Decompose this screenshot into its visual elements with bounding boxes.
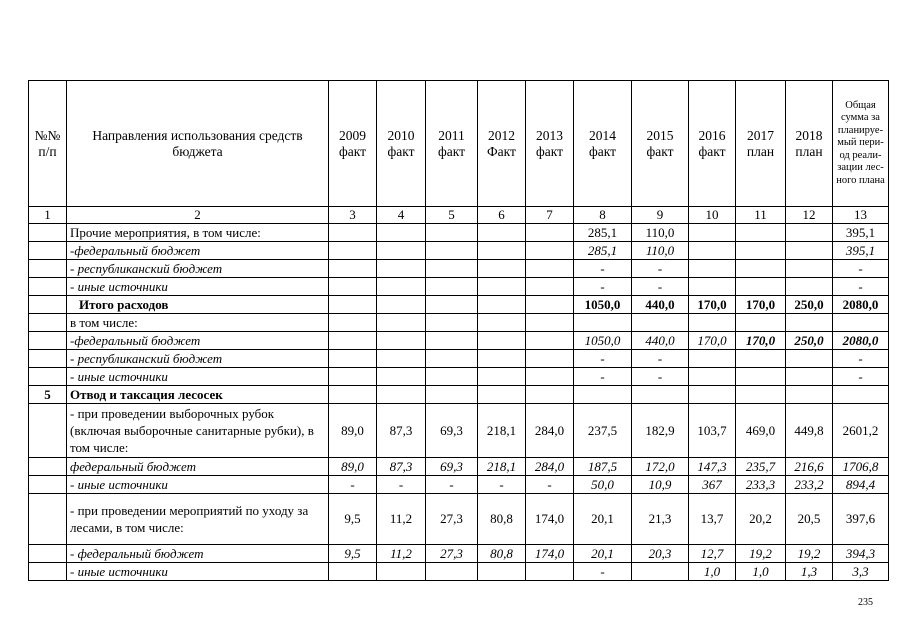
row-value: 11,2 <box>377 545 426 563</box>
row-number <box>29 458 67 476</box>
page-number: 235 <box>858 597 873 608</box>
row-value: 440,0 <box>632 296 689 314</box>
row-value: 174,0 <box>526 545 574 563</box>
row-value: - <box>329 476 377 494</box>
row-number <box>29 296 67 314</box>
row-value <box>426 368 478 386</box>
row-value: 20,5 <box>786 494 833 545</box>
row-number <box>29 368 67 386</box>
column-number: 7 <box>526 207 574 224</box>
row-value <box>426 224 478 242</box>
row-value <box>426 242 478 260</box>
row-value: - <box>526 476 574 494</box>
row-value <box>377 224 426 242</box>
row-value: 397,6 <box>833 494 889 545</box>
row-value: - <box>574 350 632 368</box>
table-row <box>29 494 889 545</box>
header-year: 2018 план <box>786 81 833 207</box>
row-value <box>786 386 833 404</box>
row-value: - <box>833 350 889 368</box>
row-value <box>329 296 377 314</box>
table-body <box>29 224 889 581</box>
row-label: - иные источники <box>67 476 329 494</box>
row-value <box>478 242 526 260</box>
header-year: 2009 факт <box>329 81 377 207</box>
row-value: 250,0 <box>786 332 833 350</box>
row-value <box>526 563 574 581</box>
table-row <box>29 476 889 494</box>
row-value <box>377 386 426 404</box>
row-value: 894,4 <box>833 476 889 494</box>
column-number: 12 <box>786 207 833 224</box>
table-row <box>29 332 889 350</box>
row-value: 10,9 <box>632 476 689 494</box>
row-value <box>526 314 574 332</box>
row-value: 216,6 <box>786 458 833 476</box>
row-value: 2601,2 <box>833 404 889 458</box>
row-value: 3,3 <box>833 563 889 581</box>
row-value: 233,3 <box>736 476 786 494</box>
row-value <box>478 350 526 368</box>
row-value <box>689 386 736 404</box>
header-year: 2017 план <box>736 81 786 207</box>
row-number <box>29 242 67 260</box>
row-value <box>329 278 377 296</box>
header-year: 2015 факт <box>632 81 689 207</box>
header-row <box>29 81 889 207</box>
row-value: 218,1 <box>478 458 526 476</box>
row-value <box>478 314 526 332</box>
row-value <box>786 224 833 242</box>
row-value <box>689 278 736 296</box>
row-number <box>29 545 67 563</box>
row-value: 103,7 <box>689 404 736 458</box>
row-value <box>526 224 574 242</box>
row-value <box>329 332 377 350</box>
row-value <box>736 368 786 386</box>
row-number <box>29 476 67 494</box>
row-value: 394,3 <box>833 545 889 563</box>
column-number: 3 <box>329 207 377 224</box>
row-value <box>377 350 426 368</box>
row-value <box>377 368 426 386</box>
row-value <box>526 386 574 404</box>
row-value: - <box>574 260 632 278</box>
row-number: 5 <box>29 386 67 404</box>
table-row <box>29 368 889 386</box>
row-value: 233,2 <box>786 476 833 494</box>
row-value <box>377 242 426 260</box>
row-value <box>526 242 574 260</box>
header-direction: Направления использования средств бюджета <box>67 81 329 207</box>
row-value: 89,0 <box>329 404 377 458</box>
row-value: 20,3 <box>632 545 689 563</box>
row-value: 2080,0 <box>833 332 889 350</box>
table-row <box>29 350 889 368</box>
column-number-row <box>29 207 889 224</box>
header-year: 2013 факт <box>526 81 574 207</box>
table-row <box>29 545 889 563</box>
header-year: 2014 факт <box>574 81 632 207</box>
row-value <box>736 350 786 368</box>
row-value: 69,3 <box>426 404 478 458</box>
row-value: 11,2 <box>377 494 426 545</box>
row-value <box>689 260 736 278</box>
row-value: 285,1 <box>574 242 632 260</box>
row-number <box>29 404 67 458</box>
row-value <box>426 296 478 314</box>
row-value <box>786 278 833 296</box>
row-value <box>736 224 786 242</box>
row-value: 13,7 <box>689 494 736 545</box>
row-value: 19,2 <box>736 545 786 563</box>
row-value: 469,0 <box>736 404 786 458</box>
row-value <box>736 386 786 404</box>
column-number: 10 <box>689 207 736 224</box>
row-value <box>377 332 426 350</box>
row-value <box>377 563 426 581</box>
column-number: 9 <box>632 207 689 224</box>
table-row <box>29 563 889 581</box>
row-value <box>736 278 786 296</box>
row-value: 110,0 <box>632 224 689 242</box>
row-value: 1050,0 <box>574 332 632 350</box>
column-number: 13 <box>833 207 889 224</box>
row-value <box>526 278 574 296</box>
row-number <box>29 332 67 350</box>
row-value: - <box>426 476 478 494</box>
column-number: 5 <box>426 207 478 224</box>
row-label: - республиканский бюджет <box>67 350 329 368</box>
row-value: 1,0 <box>689 563 736 581</box>
row-number <box>29 278 67 296</box>
row-value <box>329 260 377 278</box>
row-number <box>29 224 67 242</box>
row-value: - <box>632 260 689 278</box>
row-label: - при проведении мероприятий по уходу за лесами, в том числе: <box>67 494 329 545</box>
row-value: 50,0 <box>574 476 632 494</box>
row-value: 27,3 <box>426 494 478 545</box>
row-value <box>689 368 736 386</box>
row-label: Отвод и таксация лесосек <box>67 386 329 404</box>
header-year: 2010 факт <box>377 81 426 207</box>
row-value <box>736 260 786 278</box>
header-year: 2012 Факт <box>478 81 526 207</box>
row-value: 147,3 <box>689 458 736 476</box>
row-value <box>478 260 526 278</box>
row-value: - <box>833 368 889 386</box>
row-value <box>426 563 478 581</box>
row-value: 2080,0 <box>833 296 889 314</box>
row-value <box>377 314 426 332</box>
row-value <box>426 332 478 350</box>
row-value <box>478 296 526 314</box>
row-value <box>329 224 377 242</box>
row-value <box>786 242 833 260</box>
row-value <box>478 386 526 404</box>
table-row <box>29 278 889 296</box>
row-value <box>426 260 478 278</box>
column-number: 4 <box>377 207 426 224</box>
budget-table <box>28 80 889 581</box>
row-value: 395,1 <box>833 224 889 242</box>
column-number: 8 <box>574 207 632 224</box>
row-value <box>632 314 689 332</box>
row-value <box>632 386 689 404</box>
row-value <box>574 314 632 332</box>
row-value: 187,5 <box>574 458 632 476</box>
row-value <box>377 296 426 314</box>
row-value: 170,0 <box>689 296 736 314</box>
row-value: 87,3 <box>377 458 426 476</box>
row-value: - <box>574 368 632 386</box>
row-value: 80,8 <box>478 494 526 545</box>
row-label: Итого расходов <box>67 296 329 314</box>
row-value: 20,2 <box>736 494 786 545</box>
row-value: 284,0 <box>526 404 574 458</box>
table-row <box>29 260 889 278</box>
row-value: 87,3 <box>377 404 426 458</box>
row-value <box>478 563 526 581</box>
row-value <box>833 386 889 404</box>
row-value <box>526 350 574 368</box>
row-value: 449,8 <box>786 404 833 458</box>
row-value <box>689 242 736 260</box>
row-value: 20,1 <box>574 494 632 545</box>
row-value <box>736 242 786 260</box>
row-value <box>786 314 833 332</box>
row-label: - иные источники <box>67 368 329 386</box>
row-value: 12,7 <box>689 545 736 563</box>
header-num: №№ п/п <box>29 81 67 207</box>
row-value: 1,0 <box>736 563 786 581</box>
row-value <box>377 278 426 296</box>
row-value <box>632 563 689 581</box>
row-value: 9,5 <box>329 545 377 563</box>
row-value: 69,3 <box>426 458 478 476</box>
row-value <box>574 386 632 404</box>
row-label: - иные источники <box>67 563 329 581</box>
row-value: - <box>478 476 526 494</box>
row-label: - республиканский бюджет <box>67 260 329 278</box>
row-value <box>426 278 478 296</box>
row-number <box>29 314 67 332</box>
table-row <box>29 404 889 458</box>
row-value: 27,3 <box>426 545 478 563</box>
row-value: - <box>632 278 689 296</box>
row-value: 174,0 <box>526 494 574 545</box>
row-value <box>478 224 526 242</box>
row-value <box>329 350 377 368</box>
row-value: 440,0 <box>632 332 689 350</box>
row-label: Прочие мероприятия, в том числе: <box>67 224 329 242</box>
header-total: Общая сумма за планируе-мый пери-од реали-зации лес-ного плана <box>833 81 889 207</box>
row-value: 170,0 <box>689 332 736 350</box>
row-label: -федеральный бюджет <box>67 242 329 260</box>
column-number: 11 <box>736 207 786 224</box>
row-value: 235,7 <box>736 458 786 476</box>
row-value: 1050,0 <box>574 296 632 314</box>
row-value <box>478 278 526 296</box>
row-value: - <box>574 278 632 296</box>
row-value: 218,1 <box>478 404 526 458</box>
table-row <box>29 386 889 404</box>
row-value <box>526 260 574 278</box>
row-value <box>526 296 574 314</box>
row-value <box>736 314 786 332</box>
row-value: 9,5 <box>329 494 377 545</box>
row-value: 237,5 <box>574 404 632 458</box>
row-value <box>426 386 478 404</box>
row-value <box>426 350 478 368</box>
row-value: 19,2 <box>786 545 833 563</box>
row-number <box>29 260 67 278</box>
row-value: 89,0 <box>329 458 377 476</box>
row-value: 395,1 <box>833 242 889 260</box>
row-value <box>329 314 377 332</box>
row-label: в том числе: <box>67 314 329 332</box>
table-row <box>29 296 889 314</box>
row-value <box>377 260 426 278</box>
row-value <box>689 350 736 368</box>
row-label: - иные источники <box>67 278 329 296</box>
row-value: 80,8 <box>478 545 526 563</box>
header-year: 2011 факт <box>426 81 478 207</box>
row-label: -федеральный бюджет <box>67 332 329 350</box>
row-value: - <box>833 278 889 296</box>
row-value: - <box>632 350 689 368</box>
row-value: 367 <box>689 476 736 494</box>
row-value: - <box>574 563 632 581</box>
row-value: 1,3 <box>786 563 833 581</box>
row-label: федеральный бюджет <box>67 458 329 476</box>
table-row <box>29 458 889 476</box>
table-row <box>29 242 889 260</box>
row-value <box>329 368 377 386</box>
row-value <box>786 260 833 278</box>
column-number: 6 <box>478 207 526 224</box>
row-value: 21,3 <box>632 494 689 545</box>
row-value <box>329 386 377 404</box>
table-row <box>29 224 889 242</box>
row-value <box>689 314 736 332</box>
row-value <box>526 368 574 386</box>
row-number <box>29 563 67 581</box>
row-value <box>833 314 889 332</box>
row-number <box>29 350 67 368</box>
row-value: 182,9 <box>632 404 689 458</box>
row-label: - федеральный бюджет <box>67 545 329 563</box>
row-value: 170,0 <box>736 332 786 350</box>
row-value: - <box>632 368 689 386</box>
row-value: 285,1 <box>574 224 632 242</box>
row-value: 1706,8 <box>833 458 889 476</box>
row-value <box>329 242 377 260</box>
row-value <box>786 368 833 386</box>
row-value: 170,0 <box>736 296 786 314</box>
row-value <box>478 332 526 350</box>
row-value: - <box>833 260 889 278</box>
column-number: 1 <box>29 207 67 224</box>
row-label: - при проведении выборочных рубок (включая выборочные санитарные рубки), в том числе: <box>67 404 329 458</box>
row-value: 20,1 <box>574 545 632 563</box>
row-value: - <box>377 476 426 494</box>
row-value <box>478 368 526 386</box>
row-value <box>689 224 736 242</box>
row-value <box>426 314 478 332</box>
row-number <box>29 494 67 545</box>
row-value: 172,0 <box>632 458 689 476</box>
table-row <box>29 314 889 332</box>
header-year: 2016 факт <box>689 81 736 207</box>
column-number: 2 <box>67 207 329 224</box>
row-value <box>329 563 377 581</box>
row-value: 250,0 <box>786 296 833 314</box>
row-value <box>526 332 574 350</box>
row-value: 284,0 <box>526 458 574 476</box>
row-value: 110,0 <box>632 242 689 260</box>
row-value <box>786 350 833 368</box>
